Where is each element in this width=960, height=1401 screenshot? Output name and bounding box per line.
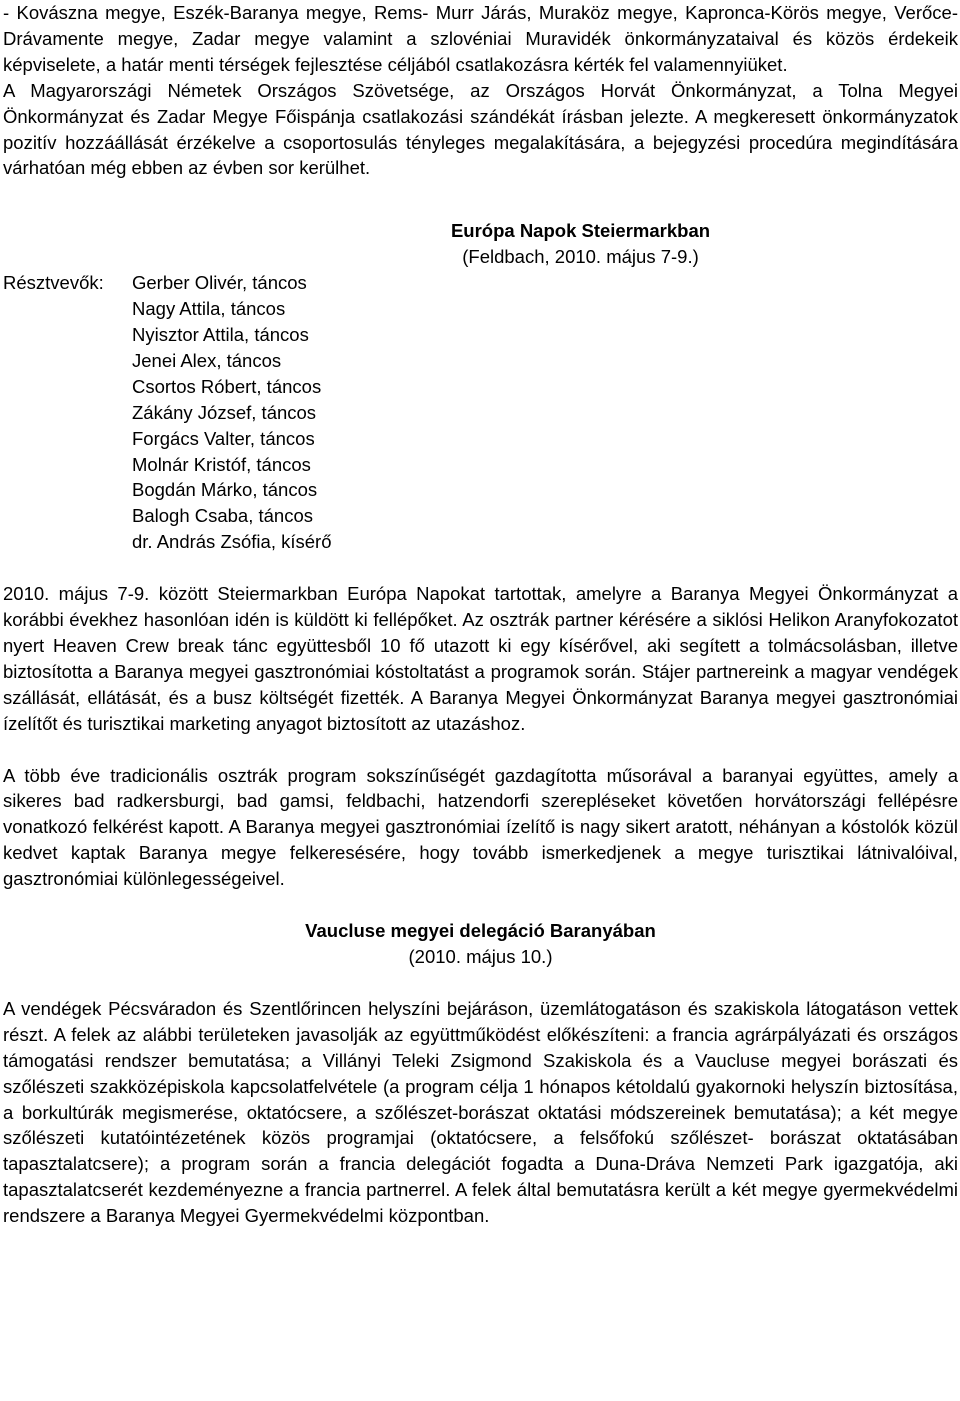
intro-paragraph-1: - Kovászna megye, Eszék-Baranya megye, Rems- Murr Járás, Muraköz megye, Kapronca-Körös megye, Verőce-Drávamente megye, Zadar megye valamint a szlovéniai Muravidék önkormányzataival és közös érdekeik képviselete, a határ menti térségek fejlesztése céljából csatlakozásra kérték fel valamennyiüket. (3, 2, 958, 75)
spacer (3, 555, 958, 581)
spacer (3, 892, 958, 918)
section-subtitle-vaucluse: (2010. május 10.) (408, 946, 553, 967)
section1-paragraph-2: A több éve tradicionális osztrák program sokszínűségét gazdagította műsorával a baranyai együttes, amely a sikeres bad radkersburgi, bad gamsi, feldbachi, hatzendorfi szerepléseket követően horvátországi fellépésre vonatkozó felkérést kapott. A Baranya megyei gasztronómiai ízelítő is nagy sikert aratott, néhányan a kóstolók közül kedvet kaptak Baranya megye felkeresésére, hogy tovább ismerkedjenek a megye turisztikai látnivalóival, gasztronómiai különlegességeivel. (3, 764, 958, 890)
section2-paragraph-1: A vendégek Pécsváradon és Szentlőrincen helyszíni bejáráson, üzemlátogatáson és szakiskola látogatáson vettek részt. A felek az alábbi területeken javasolják az együttműködést előkészíteni: a francia agrárpályázati és országos támogatási rendszer bemutatása; a Villányi Teleki Zsigmond Szakiskola és a Vaucluse megyei borászati és szőlészeti szakközépiskola kapcsolatfelvétele (a program célja 1 hónapos kétoldalú gyakornoki helyszín biztosítása, a borkultúrák megismerése, oktatócsere, a szőlészet-borászat oktatási módszereinek bemutatása); a két megye szőlészeti kutatóintézetének közös programjai (oktatócsere, a felsőfokú szőlészet- borászat oktatásában tapasztalatcsere); a program során a francia delegációt fogadta a Duna-Dráva Nemzeti Park igazgatója, aki tapasztalatcserét kezdeményezne a francia partnerrel. A felek által bemutatásra került a két megye gyermekvédelmi rendszere a Baranya Megyei Gyermekvédelmi központban. (3, 997, 958, 1227)
spacer (3, 970, 958, 996)
intro-paragraph-2: A Magyarországi Németek Országos Szövetsége, az Országos Horvát Önkormányzat, a Tolna Megyei Önkormányzat és Zadar Megye Főispánja csatlakozási szándékát írásban jelezte. A megkeresett önkormányzatok pozitív hozzáállását érzékelve a csoportosulás tényleges megalakítására, a bejegyzési procedúra megindítására várhatóan még ebben az évben sor kerülhet. (3, 79, 958, 179)
section-title-vaucluse: Vaucluse megyei delegáció Baranyában (305, 920, 656, 942)
participants-label: Résztvevők: (3, 272, 104, 294)
spacer (3, 181, 958, 207)
participant: Bogdán Márko, táncos (132, 479, 318, 501)
participant: dr. András Zsófia, kísérő (132, 531, 332, 553)
participant: Balogh Csaba, táncos (132, 505, 314, 527)
participant: Molnár Kristóf, táncos (132, 453, 311, 475)
participant: Jenei Alex, táncos (132, 349, 282, 371)
section-title-europa-napok: Európa Napok Steiermarkban (450, 220, 711, 242)
participant: Nagy Attila, táncos (132, 298, 286, 320)
participant: Zákány József, táncos (132, 401, 317, 423)
document-page (3, 0, 958, 1229)
spacer (3, 737, 958, 763)
participant: Csortos Róbert, táncos (132, 375, 322, 397)
section-subtitle-europa-napok: (Feldbach, 2010. május 7-9.) (462, 246, 699, 268)
section1-paragraph-1: 2010. május 7-9. között Steiermarkban Európa Napokat tartottak, amelyre a Baranya Megyei Önkormányzat a korábbi évekhez hasonlóan idén is küldött ki fellépőket. Az osztrák partner kérésére a siklósi Helikon Aranyfokozatot nyert Heaven Crew break tánc együttesből 10 fő utazott ki egy kísérővel, aki segített a tolmácsolásban, illetve biztosította a Baranya megyei gasztronómiai kóstoltatást a programok során. Stájer partnereink a magyar vendégek szállását, ellátását, és a busz költségét fizették. A Baranya Megyei Önkormányzat Baranya megyei gasztronómiai ízelítőt és turisztikai marketing anyagot biztosított az utazáshoz. (3, 583, 958, 734)
participants-list (3, 270, 958, 555)
participant: Nyisztor Attila, táncos (132, 323, 309, 345)
participants-names (132, 270, 958, 555)
participant: Forgács Valter, táncos (132, 427, 315, 449)
participant: Gerber Olivér, táncos (132, 272, 307, 294)
